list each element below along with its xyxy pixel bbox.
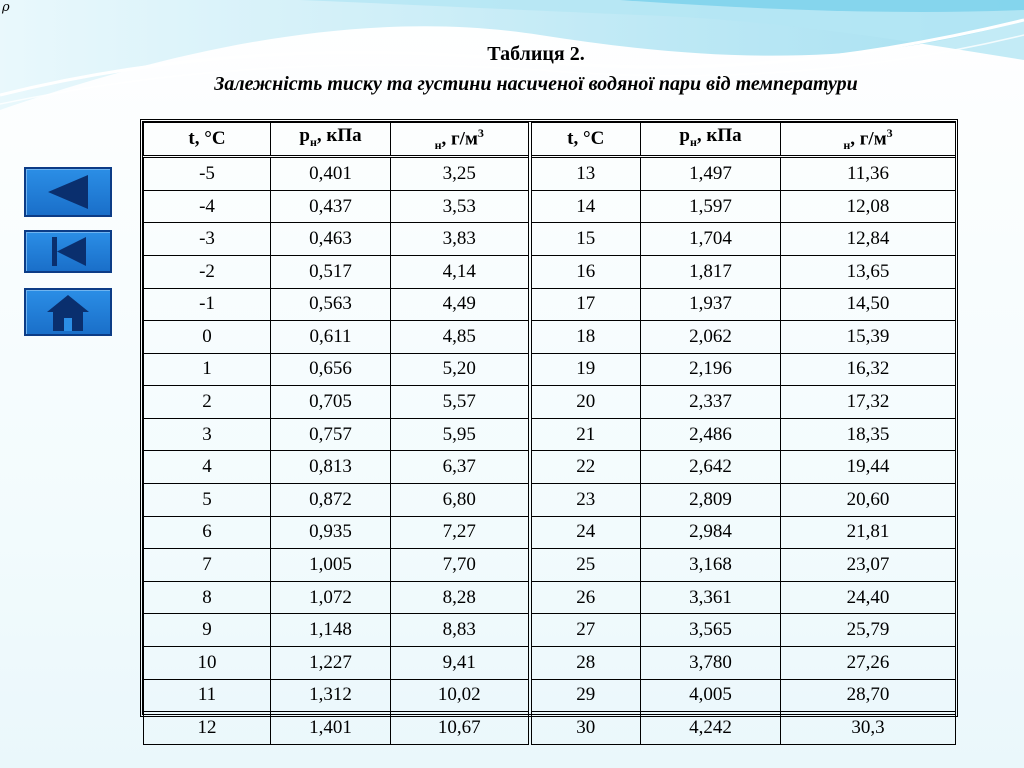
- table-row: [144, 386, 956, 419]
- cell-temperature: 3: [144, 418, 271, 451]
- triangle-left-icon: [26, 169, 110, 215]
- cell-temperature: 11: [144, 679, 271, 712]
- cell-density: 23,07: [781, 549, 956, 582]
- cell-density: 25,79: [781, 614, 956, 647]
- cell-density: 4,14: [391, 255, 530, 288]
- cell-density: 4,49: [391, 288, 530, 321]
- cell-density: 3,83: [391, 223, 530, 256]
- cell-density: 20,60: [781, 484, 956, 517]
- table-row: [144, 516, 956, 549]
- cell-temperature: 6: [144, 516, 271, 549]
- cell-pressure: 2,809: [641, 484, 781, 517]
- cell-temperature: 19: [530, 353, 641, 386]
- cell-pressure: 0,705: [271, 386, 391, 419]
- table-row: [144, 679, 956, 712]
- cell-density: 28,70: [781, 679, 956, 712]
- cell-temperature: 5: [144, 484, 271, 517]
- cell-temperature: 16: [530, 255, 641, 288]
- cell-pressure: 2,337: [641, 386, 781, 419]
- cell-pressure: 2,486: [641, 418, 781, 451]
- table-row: [144, 157, 956, 191]
- cell-density: 3,53: [391, 190, 530, 223]
- cell-density: 7,27: [391, 516, 530, 549]
- corner-symbol: ρ: [2, 0, 10, 15]
- cell-temperature: 13: [530, 157, 641, 191]
- cell-density: 15,39: [781, 321, 956, 354]
- cell-pressure: 2,642: [641, 451, 781, 484]
- table-subtitle: Залежність тиску та густини насиченої водяної пари від температури: [214, 73, 858, 95]
- cell-pressure: 0,563: [271, 288, 391, 321]
- cell-pressure: 1,937: [641, 288, 781, 321]
- table-row: [144, 647, 956, 680]
- cell-density: 3,25: [391, 157, 530, 191]
- cell-temperature: 18: [530, 321, 641, 354]
- cell-temperature: 17: [530, 288, 641, 321]
- cell-pressure: 0,517: [271, 255, 391, 288]
- cell-temperature: 23: [530, 484, 641, 517]
- header-density-2: $_н$, $г/м^3$: [781, 123, 956, 157]
- cell-density: 10,67: [391, 712, 530, 745]
- cell-pressure: 3,780: [641, 647, 781, 680]
- cell-temperature: -1: [144, 288, 271, 321]
- cell-density: 6,80: [391, 484, 530, 517]
- cell-density: 13,65: [781, 255, 956, 288]
- cell-density: 5,20: [391, 353, 530, 386]
- cell-pressure: 1,597: [641, 190, 781, 223]
- table-row: [144, 255, 956, 288]
- cell-temperature: 25: [530, 549, 641, 582]
- skip-to-start-icon: [26, 232, 110, 271]
- cell-temperature: 30: [530, 712, 641, 745]
- cell-temperature: 9: [144, 614, 271, 647]
- cell-pressure: 0,813: [271, 451, 391, 484]
- cell-pressure: 3,361: [641, 581, 781, 614]
- header-pressure-2: $р_н$, кПа: [641, 123, 781, 157]
- cell-density: 12,84: [781, 223, 956, 256]
- cell-pressure: 1,497: [641, 157, 781, 191]
- cell-temperature: 20: [530, 386, 641, 419]
- cell-pressure: 1,005: [271, 549, 391, 582]
- table-row: [144, 549, 956, 582]
- cell-density: 16,32: [781, 353, 956, 386]
- first-slide-button[interactable]: [24, 230, 112, 273]
- cell-pressure: 0,463: [271, 223, 391, 256]
- cell-temperature: -4: [144, 190, 271, 223]
- header-temperature-2: t, °С: [530, 123, 641, 157]
- cell-pressure: 1,312: [271, 679, 391, 712]
- cell-density: 8,83: [391, 614, 530, 647]
- cell-pressure: 4,005: [641, 679, 781, 712]
- cell-density: 21,81: [781, 516, 956, 549]
- table-row: [144, 418, 956, 451]
- cell-pressure: 0,935: [271, 516, 391, 549]
- cell-temperature: 10: [144, 647, 271, 680]
- cell-pressure: 2,062: [641, 321, 781, 354]
- cell-density: 5,57: [391, 386, 530, 419]
- table-row: [144, 712, 956, 745]
- cell-pressure: 0,656: [271, 353, 391, 386]
- cell-density: 4,85: [391, 321, 530, 354]
- table-body: [144, 157, 956, 745]
- cell-temperature: -5: [144, 157, 271, 191]
- cell-temperature: -3: [144, 223, 271, 256]
- cell-temperature: 4: [144, 451, 271, 484]
- table-row: [144, 614, 956, 647]
- cell-density: 11,36: [781, 157, 956, 191]
- cell-pressure: 1,072: [271, 581, 391, 614]
- cell-density: 8,28: [391, 581, 530, 614]
- cell-temperature: 28: [530, 647, 641, 680]
- table-row: [144, 581, 956, 614]
- cell-pressure: 0,757: [271, 418, 391, 451]
- cell-temperature: 24: [530, 516, 641, 549]
- cell-temperature: 22: [530, 451, 641, 484]
- cell-density: 27,26: [781, 647, 956, 680]
- cell-density: 7,70: [391, 549, 530, 582]
- cell-pressure: 1,704: [641, 223, 781, 256]
- cell-density: 18,35: [781, 418, 956, 451]
- cell-temperature: 27: [530, 614, 641, 647]
- cell-pressure: 0,437: [271, 190, 391, 223]
- cell-temperature: 26: [530, 581, 641, 614]
- table-title: Таблиця 2.: [487, 43, 585, 65]
- cell-temperature: 7: [144, 549, 271, 582]
- cell-pressure: 3,565: [641, 614, 781, 647]
- cell-pressure: 2,984: [641, 516, 781, 549]
- cell-density: 10,02: [391, 679, 530, 712]
- cell-pressure: 3,168: [641, 549, 781, 582]
- cell-temperature: 15: [530, 223, 641, 256]
- previous-slide-button[interactable]: [24, 167, 112, 217]
- table-row: [144, 451, 956, 484]
- cell-temperature: 21: [530, 418, 641, 451]
- cell-density: 19,44: [781, 451, 956, 484]
- cell-pressure: 0,401: [271, 157, 391, 191]
- cell-temperature: 29: [530, 679, 641, 712]
- cell-pressure: 0,872: [271, 484, 391, 517]
- cell-density: 5,95: [391, 418, 530, 451]
- cell-pressure: 1,227: [271, 647, 391, 680]
- cell-pressure: 2,196: [641, 353, 781, 386]
- cell-density: 6,37: [391, 451, 530, 484]
- home-icon: [26, 290, 110, 334]
- cell-temperature: 14: [530, 190, 641, 223]
- header-temperature: t, °С: [144, 123, 271, 157]
- table-row: [144, 190, 956, 223]
- cell-density: 14,50: [781, 288, 956, 321]
- table-row: [144, 353, 956, 386]
- cell-pressure: 1,148: [271, 614, 391, 647]
- table-row: [144, 288, 956, 321]
- cell-density: 17,32: [781, 386, 956, 419]
- cell-density: 12,08: [781, 190, 956, 223]
- pressure-density-table: [143, 122, 956, 745]
- cell-temperature: -2: [144, 255, 271, 288]
- cell-density: 24,40: [781, 581, 956, 614]
- cell-pressure: 4,242: [641, 712, 781, 745]
- cell-pressure: 0,611: [271, 321, 391, 354]
- home-button[interactable]: [24, 288, 112, 336]
- cell-temperature: 2: [144, 386, 271, 419]
- cell-temperature: 8: [144, 581, 271, 614]
- cell-pressure: 1,817: [641, 255, 781, 288]
- cell-temperature: 1: [144, 353, 271, 386]
- cell-pressure: 1,401: [271, 712, 391, 745]
- table-row: [144, 484, 956, 517]
- header-pressure: $р_н$, кПа: [271, 123, 391, 157]
- header-density: $_н$, $г/м^3$: [391, 123, 530, 157]
- cell-density: 30,3: [781, 712, 956, 745]
- table-row: [144, 321, 956, 354]
- cell-temperature: 12: [144, 712, 271, 745]
- cell-density: 9,41: [391, 647, 530, 680]
- table-row: [144, 223, 956, 256]
- data-table-frame: [140, 119, 958, 739]
- table-header-row: [144, 123, 956, 157]
- cell-temperature: 0: [144, 321, 271, 354]
